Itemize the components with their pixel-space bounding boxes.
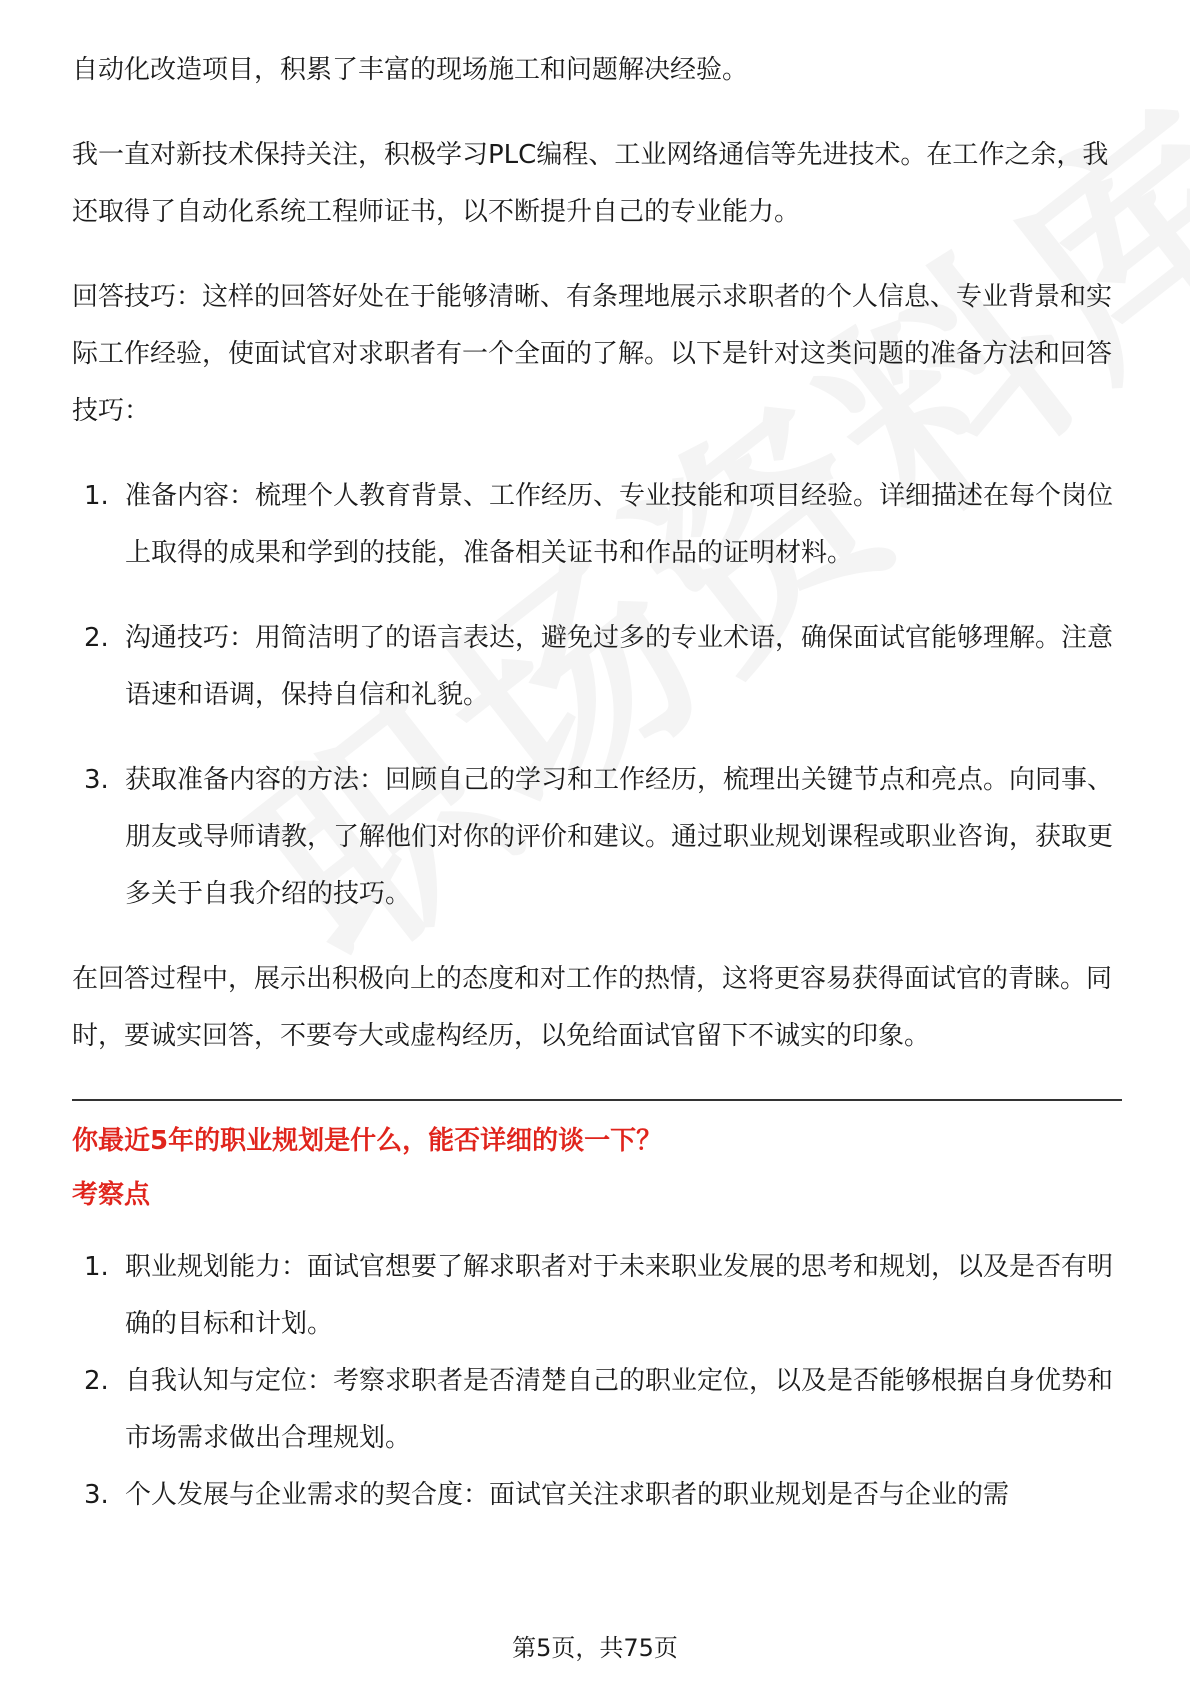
list-item xyxy=(72,468,1122,582)
list-item-text: 自我认知与定位：考察求职者是否清楚自己的职业定位，以及是否能够根据自身优势和市场需求做出合理规划。 xyxy=(125,1366,1114,1453)
list-number: 3. xyxy=(84,1480,109,1510)
list-number: 2. xyxy=(84,623,109,653)
list-number: 3. xyxy=(84,765,109,795)
list-number: 2. xyxy=(84,1366,109,1396)
list-item-text: 获取准备内容的方法：回顾自己的学习和工作经历，梳理出关键节点和亮点。向同事、朋友或导师请教，了解他们对你的评价和建议。通过职业规划课程或职业咨询，获取更多关于自我介绍的技巧。 xyxy=(125,765,1114,909)
list-item-text: 准备内容：梳理个人教育背景、工作经历、专业技能和项目经验。详细描述在每个岗位上取得的成果和学到的技能，准备相关证书和作品的证明材料。 xyxy=(125,481,1114,568)
tips-list xyxy=(72,468,1122,923)
paragraph-new-tech: 我一直对新技术保持关注，积极学习PLC编程、工业网络通信等先进技术。在工作之余，我还取得了自动化系统工程师证书，以不断提升自己的专业能力。 xyxy=(72,140,1109,227)
list-item-text: 职业规划能力：面试官想要了解求职者对于未来职业发展的思考和规划，以及是否有明确的目标和计划。 xyxy=(125,1252,1114,1339)
section-divider xyxy=(72,1099,1122,1101)
question-title: 你最近5年的职业规划是什么，能否详细的谈一下？ xyxy=(72,1126,663,1156)
list-item-text: 沟通技巧：用简洁明了的语言表达，避免过多的专业术语，确保面试官能够理解。注意语速和语调，保持自信和礼貌。 xyxy=(125,623,1114,710)
list-item xyxy=(72,1467,1122,1524)
closing-paragraph: 在回答过程中，展示出积极向上的态度和对工作的热情，这将更容易获得面试官的青睐。同时，要诚实回答，不要夸大或虚构经历，以免给面试官留下不诚实的印象。 xyxy=(72,964,1113,1051)
list-item-text: 个人发展与企业需求的契合度：面试官关注求职者的职业规划是否与企业的需 xyxy=(125,1480,1010,1510)
list-item xyxy=(72,1239,1122,1353)
paragraph-answer-tips: 回答技巧：这样的回答好处在于能够清晰、有条理地展示求职者的个人信息、专业背景和实际工作经验，使面试官对求职者有一个全面的了解。以下是针对这类问题的准备方法和回答技巧： xyxy=(72,282,1113,426)
list-number: 1. xyxy=(84,481,109,511)
assessment-points-list xyxy=(72,1239,1122,1524)
list-item xyxy=(72,1353,1122,1467)
page-footer: 第5页，共75页 xyxy=(512,1634,678,1662)
list-number: 1. xyxy=(84,1252,109,1282)
question-subtitle: 考察点 xyxy=(72,1180,151,1210)
list-item xyxy=(72,752,1122,923)
page-content xyxy=(72,42,1122,1524)
list-item xyxy=(72,610,1122,724)
paragraph-continuation: 自动化改造项目，积累了丰富的现场施工和问题解决经验。 xyxy=(72,55,749,85)
